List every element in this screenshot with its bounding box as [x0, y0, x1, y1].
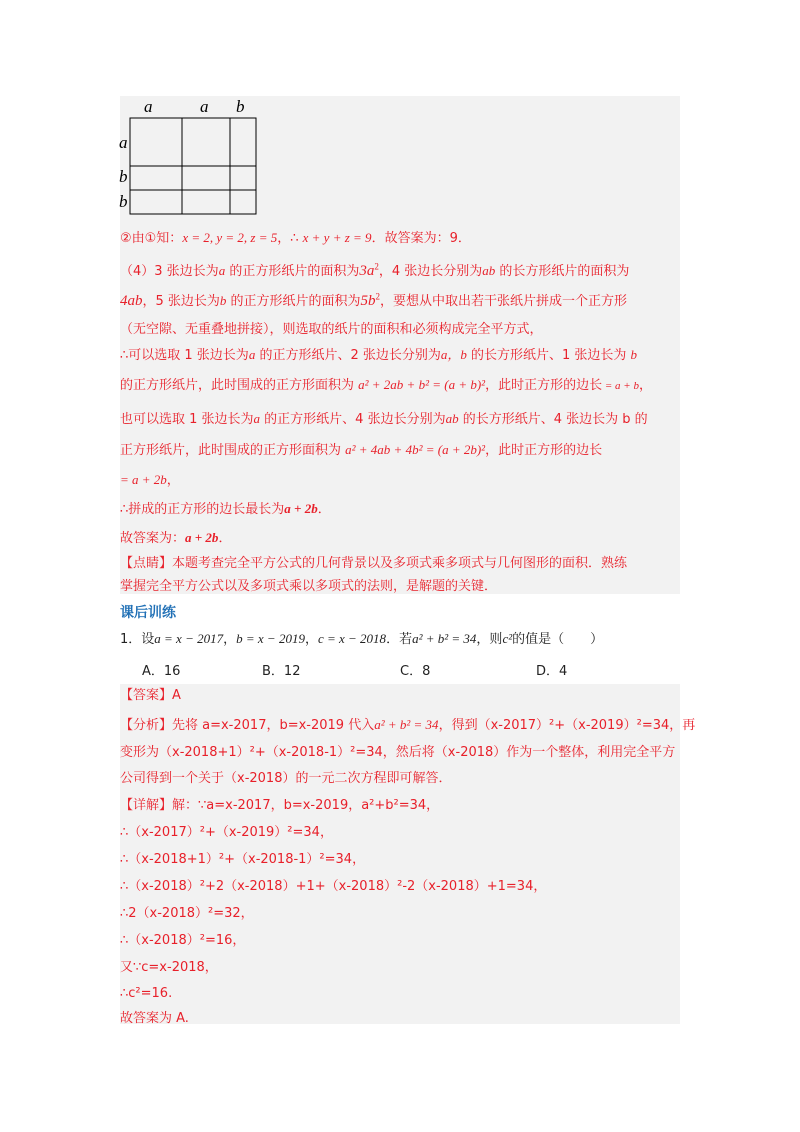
pointer-note-line-2: 掌握完全平方公式以及多项式乘以多项式的法则，是解题的关键． — [120, 579, 498, 594]
answer-label: 【答案】A — [120, 688, 181, 703]
side-label-1: a — [119, 133, 128, 152]
solution-line-4: （无空隙、无重叠地拼接），则选取的纸片的面积和必须构成完全平方式， — [120, 322, 543, 337]
solution-line-5: ∴可以选取 1 张边长为a 的正方形纸片、2 张边长分别为a，b 的长方形纸片、1 张边长为 b — [120, 347, 638, 363]
analysis-line-1: 【分析】先将 a=x-2017，b=x-2019 代入a² + b² = 34，得到（x-2017）²+（x-2019）²=34，再 — [120, 717, 696, 733]
option-d: D．4 — [536, 664, 568, 679]
solution-line-9: = a + 2b， — [120, 472, 180, 488]
analysis-line-3: 公司得到一个关于（x-2018）的一元二次方程即可解答． — [120, 771, 452, 786]
solution-line-1: ②由①知：x = 2, y = 2, z = 5，∴ x + y + z = 9．故答案为：9． — [120, 230, 471, 246]
solution-line-7: 也可以选取 1 张边长为a 的正方形纸片、4 张边长分别为ab 的长方形纸片、4 张边长为 b 的 — [120, 411, 648, 427]
detail-line-3: ∴（x-2018+1）²+（x-2018-1）²=34， — [120, 852, 366, 867]
solution-line-10: ∴拼成的正方形的边长最长为a + 2b． — [120, 501, 331, 517]
tiling-figure — [116, 96, 266, 218]
option-a: A．16 — [142, 664, 181, 679]
detail-line-7: 又∵c=x-2018， — [120, 960, 218, 975]
top-label-3: b — [236, 97, 245, 116]
detail-line-1: 【详解】解：∵a=x-2017，b=x-2019，a²+b²=34， — [120, 798, 440, 813]
top-label-1: a — [144, 97, 153, 116]
question-text: 1．设a = x − 2017，b = x − 2019，c = x − 2018．若a² + b² = 34，则c²的值是（ ） — [120, 631, 604, 647]
detail-line-8: ∴c²=16. — [120, 986, 173, 1001]
solution-line-6: 的正方形纸片，此时围成的正方形面积为 a² + 2ab + b² = (a + b)²，此时正方形的边长 = a + b， — [120, 377, 652, 393]
detail-line-2: ∴（x-2017）²+（x-2019）²=34， — [120, 825, 333, 840]
detail-line-6: ∴（x-2018）²=16， — [120, 933, 246, 948]
solution-line-3: 4ab，5 张边长为b 的正方形纸片的面积为$5b^2$，要想从中取出若干张纸片拼成一个正方形 — [120, 291, 628, 309]
solution-line-11: 故答案为：a + 2b． — [120, 530, 232, 546]
top-label-2: a — [200, 97, 209, 116]
solution-line-8: 正方形纸片，此时围成的正方形面积为 a² + 4ab + 4b² = (a + 2b)²，此时正方形的边长 — [120, 442, 603, 458]
section-title: 课后训练 — [120, 605, 176, 621]
analysis-line-2: 变形为（x-2018+1）²+（x-2018-1）²=34，然后将（x-2018）作为一个整体，利用完全平方 — [120, 745, 676, 760]
solution-line-2: （4）3 张边长为a 的正方形纸片的面积为$3a^2$，4 张边长分别为ab 的长方形纸片的面积为 — [120, 261, 630, 279]
pointer-note-line-1: 【点睛】本题考查完全平方公式的几何背景以及多项式乘多项式与几何图形的面积．熟练 — [120, 556, 628, 571]
option-c: C．8 — [400, 664, 431, 679]
side-label-2: b — [119, 167, 128, 186]
option-b: B．12 — [262, 664, 301, 679]
detail-line-9: 故答案为 A. — [120, 1011, 189, 1026]
side-label-3: b — [119, 192, 128, 211]
detail-line-4: ∴（x-2018）²+2（x-2018）+1+（x-2018）²-2（x-2018）+1=34， — [120, 879, 547, 894]
detail-line-5: ∴2（x-2018）²=32， — [120, 906, 254, 921]
